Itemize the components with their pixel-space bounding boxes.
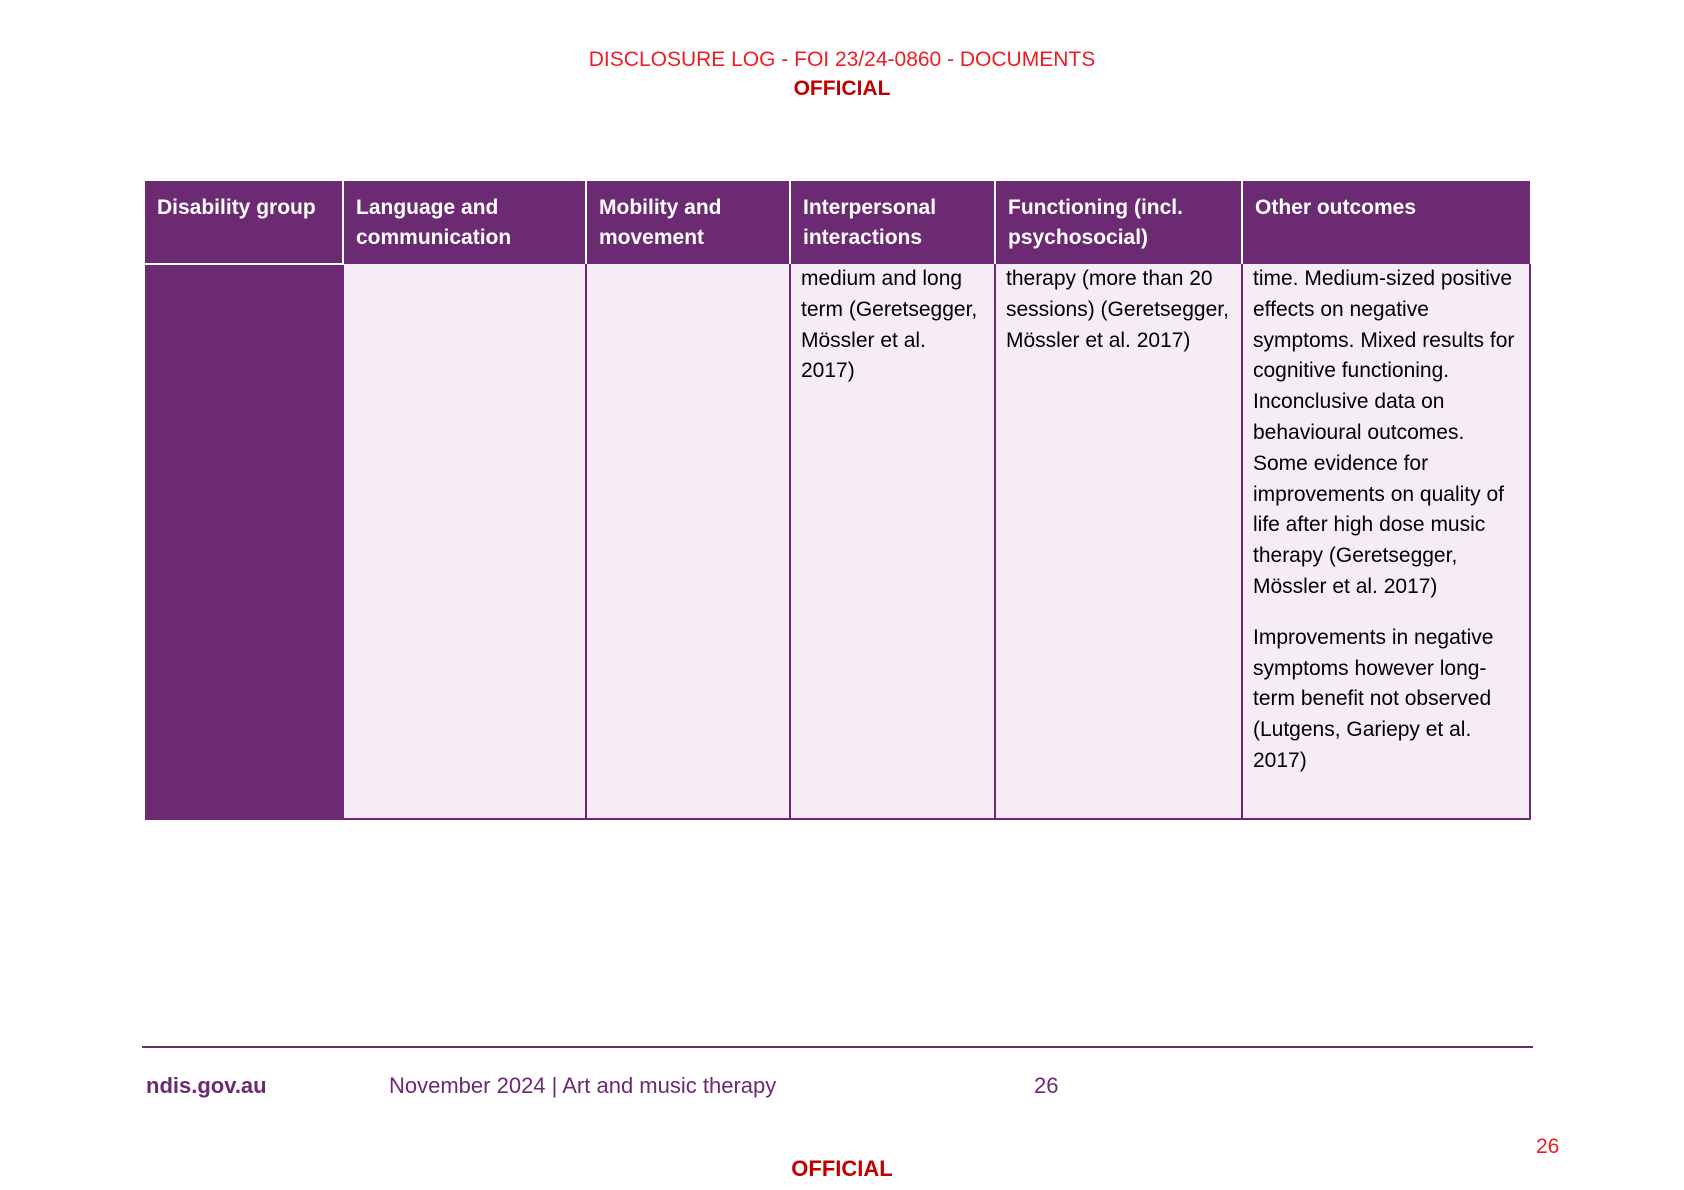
cell-interpersonal-interactions: medium and long term (Geretsegger, Mössler et al. 2017): [790, 264, 995, 819]
footer-site-link: ndis.gov.au: [146, 1073, 267, 1098]
cell-language-communication: [343, 264, 586, 819]
table-header-row: [145, 181, 1530, 264]
cell-other-outcomes: [1242, 264, 1530, 819]
cell-mobility-movement: [586, 264, 790, 819]
disclosure-log-header: DISCLOSURE LOG - FOI 23/24-0860 - DOCUMENTS: [588, 48, 1096, 71]
evidence-table: [145, 181, 1531, 820]
column-header-disability-group: Disability group: [145, 181, 343, 264]
column-header-interpersonal-interactions: Interpersonal interactions: [790, 181, 995, 264]
column-header-functioning: Functioning (incl. psychosocial): [995, 181, 1242, 264]
footer-date-title: November 2024 | Art and music therapy: [389, 1073, 777, 1098]
footer-divider: [142, 1046, 1533, 1048]
official-classification-footer: OFFICIAL: [791, 1156, 893, 1181]
other-outcomes-paragraph: Improvements in negative symptoms however long-term benefit not observed (Lutgens, Gariepy et al. 2017): [1253, 625, 1494, 772]
column-header-mobility-movement: Mobility and movement: [586, 181, 790, 264]
cell-functioning: therapy (more than 20 sessions) (Geretsegger, Mössler et al. 2017): [995, 264, 1242, 819]
table-row: [145, 264, 1530, 819]
column-header-other-outcomes: Other outcomes: [1242, 181, 1530, 264]
disclosure-page-number: 26: [1536, 1135, 1560, 1158]
official-classification-header: OFFICIAL: [793, 77, 891, 100]
cell-disability-group: [145, 264, 343, 819]
column-header-language-communication: Language and communication: [343, 181, 586, 264]
footer-page-number: 26: [1034, 1073, 1059, 1098]
other-outcomes-paragraph: time. Medium-sized positive effects on negative symptoms. Mixed results for cognitive functioning. Inconclusive data on behavioural outcomes. Some evidence for improvements on quality of life after high dose music therapy (Geretsegger, Mössler et al. 2017): [1253, 267, 1515, 598]
